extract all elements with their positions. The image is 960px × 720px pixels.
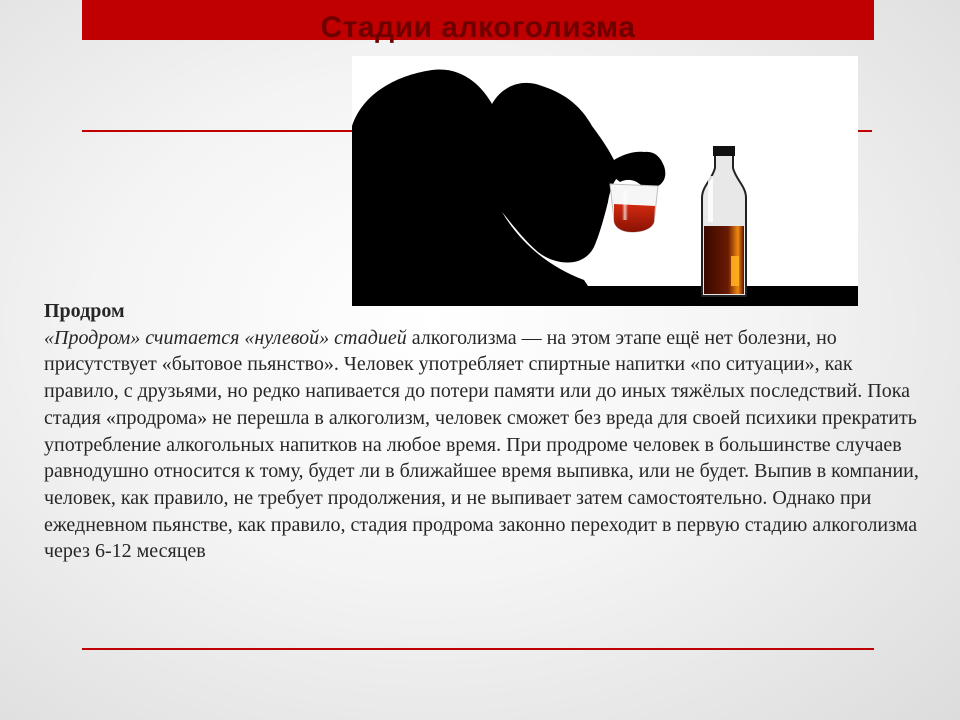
- illustration-silhouette-image: [352, 56, 858, 306]
- title-bar: [82, 0, 874, 44]
- slide-title: Стадии алкоголизма: [320, 11, 636, 44]
- section-heading: Продром: [44, 300, 125, 322]
- body-paragraph: алкоголизма — на этом этапе ещё нет болезни, но присутствует «бытовое пьянство». Человек употребляет спиртные напитки «по ситуации», как правило, с друзьями, но редко напивается до потери памяти или до иных тяжёлых последствий. Пока стадия «продрома» не перешла в алкоголизм, человек сможет без вреда для своей психики прекратить употребление алкогольных напитков на любое время. При продроме человек в большинстве случаев равнодушно относится к тому, будет ли в ближайшее время выпивка, или не будет. Выпив в компании, человек, как правило, не требует продолжения, и не выпивает затем самостоятельно. Однако при ежедневном пьянстве, как правило, стадия продрома законно переходит в первую стадию алкоголизма через 6-12 месяцев: [44, 326, 919, 563]
- intro-italic-text: «Продром» считается «нулевой» стадией: [44, 326, 407, 349]
- bottom-divider: [82, 648, 874, 650]
- body-text: [44, 298, 924, 565]
